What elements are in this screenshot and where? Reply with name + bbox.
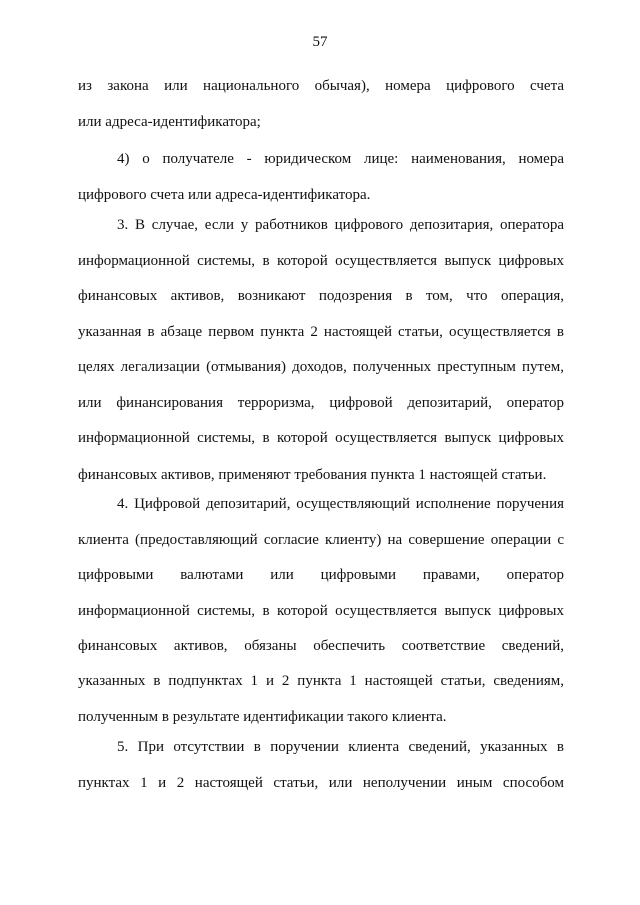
text-line: информационной системы, в которой осуществляется выпуск цифровых xyxy=(78,430,564,446)
text-line: финансовых активов, возникают подозрения в том, что операция, xyxy=(78,288,564,304)
text-line: клиента (предоставляющий согласие клиенту) на совершение операции с xyxy=(78,532,564,548)
text-line: 4) о получателе - юридическом лице: наименования, номера xyxy=(117,151,564,167)
text-line: полученным в результате идентификации такого клиента. xyxy=(78,709,447,725)
page-number: 57 xyxy=(312,34,328,50)
text-line: цифрового счета или адреса-идентификатора. xyxy=(78,187,371,203)
text-line: указанных в подпунктах 1 и 2 пункта 1 настоящей статьи, сведениям, xyxy=(78,673,564,689)
text-line: из закона или национального обычая), номера цифрового счета xyxy=(78,78,564,94)
text-line: 4. Цифровой депозитарий, осуществляющий исполнение поручения xyxy=(117,496,564,512)
text-line: информационной системы, в которой осуществляется выпуск цифровых xyxy=(78,253,564,269)
text-line: финансовых активов, обязаны обеспечить соответствие сведений, xyxy=(78,638,564,654)
text-line: 3. В случае, если у работников цифрового депозитария, оператора xyxy=(117,217,564,233)
text-line: указанная в абзаце первом пункта 2 настоящей статьи, осуществляется в xyxy=(78,324,564,340)
text-line: финансовых активов, применяют требования пункта 1 настоящей статьи. xyxy=(78,467,547,483)
text-line: или финансирования терроризма, цифровой депозитарий, оператор xyxy=(78,395,564,411)
text-line: пунктах 1 и 2 настоящей статьи, или неполучении иным способом xyxy=(78,775,564,791)
text-line: информационной системы, в которой осуществляется выпуск цифровых xyxy=(78,603,564,619)
text-line: или адреса-идентификатора; xyxy=(78,114,261,130)
text-line: 5. При отсутствии в поручении клиента сведений, указанных в xyxy=(117,739,564,755)
text-line: цифровыми валютами или цифровыми правами, оператор xyxy=(78,567,564,583)
text-line: целях легализации (отмывания) доходов, полученных преступным путем, xyxy=(78,359,564,375)
